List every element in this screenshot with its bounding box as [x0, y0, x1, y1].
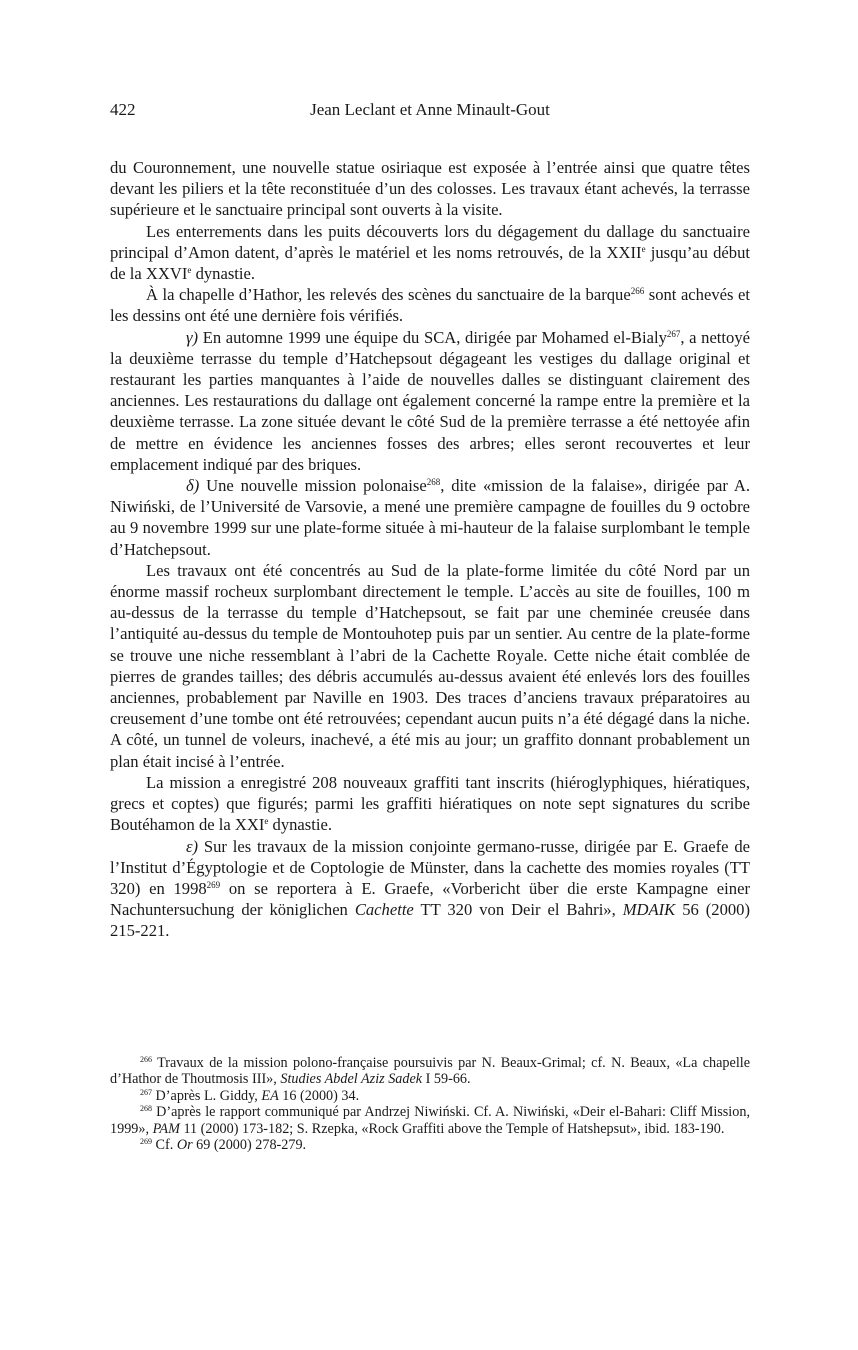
paragraph-3: À la chapelle d’Hathor, les relevés des scènes du sanctuaire de la barque$^{266}$ sont achevés et les dessins ont été une dernière fois vérifiés.	[110, 285, 750, 326]
paragraph-8: ε) Sur les travaux de la mission conjointe germano-russe, dirigée par E. Graefe de l’Institut d’Égyptologie et de Coptologie de Münster, dans la cachette des momies royales (TT 320) en 1998$^{269}$ on se reportera à E. Graefe, «Vorbericht über die erste Kampagne einer Nachuntersuchung der königlichen Cachette TT 320 von Deir el Bahri», MDAIK 56 (2000) 215-221.	[110, 836, 750, 941]
footnote-number: 267	[140, 1087, 152, 1097]
superscript: e	[264, 816, 269, 827]
section-label-epsilon: ε)	[186, 836, 199, 856]
footnote-ref-267: 267	[666, 328, 681, 339]
paragraph-7: La mission a enregistré 208 nouveaux graffiti tant inscrits (hiéroglyphiques, hiératiques, grecs et coptes) que figurés; parmi les graffiti hiératiques on note sept signatures du scribe Boutéhamon de la XXIe dynastie.	[110, 772, 750, 835]
superscript: e	[187, 265, 192, 276]
footnote-269: $^{269}$ Cf. Or 69 (2000) 278-279.	[140, 1137, 307, 1154]
footnote-ref-268: 268	[426, 477, 441, 488]
footnote-267: $^{267}$ D’après L. Giddy, EA 16 (2000) 34.	[140, 1087, 360, 1104]
running-head: Jean Leclant et Anne Minault-Gout	[310, 100, 550, 119]
footnote-ref-266: 266	[630, 286, 645, 297]
paragraph-2: Les enterrements dans les puits découverts lors du dégagement du dallage du sanctuaire principal d’Amon datent, d’après le matériel et les noms retrouvés, de la XXIIe jusqu’au début de la XXVIe dynastie.	[110, 221, 750, 284]
footnote-266: $^{266}$ Travaux de la mission polono-française poursuivis par N. Beaux-Grimal; cf. N. Beaux, «La chapelle d’Hathor de Thoutmosis III», Studies Abdel Aziz Sadek I 59-66.	[110, 1055, 750, 1088]
paragraph-1: du Couronnement, une nouvelle statue osiriaque est exposée à l’entrée ainsi que quatre têtes devant les piliers et la tête reconstituée d’un des colosses. Les travaux étant achevés, la terrasse supérieure et le sanctuaire principal sont ouverts à la visite.	[110, 158, 750, 220]
paragraph-4: γ) En automne 1999 une équipe du SCA, dirigée par Mohamed el-Bialy$^{267}$, a nettoyé la deuxième terrasse du temple d’Hatchepsout dégageant les vestiges du dallage original et restaurant les parties manquantes à l’aide de nouvelles dalles se distinguant clairement des anciennes. Les restaurations du dallage ont également concerné la rampe entre la première et la deuxième terrasse. La zone située devant le côté Sud de la première terrasse a été nettoyée afin de mettre en évidence les anciennes fosses des arbres; elles seront recouvertes et leur emplacement indiqué par des briques.	[110, 327, 750, 474]
footnote-268: $^{268}$ D’après le rapport communiqué par Andrzej Niwiński. Cf. A. Niwiński, «Deir el-Bahari: Cliff Mission, 1999», PAM 11 (2000) 173-182; S. Rzepka, «Rock Graffiti above the Temple of Hatshepsut», ibid. 183-190.	[110, 1104, 750, 1137]
footnotes	[110, 1055, 750, 1153]
paragraph-5: δ) Une nouvelle mission polonaise$^{268}$, dite «mission de la falaise», dirigée par A. Niwiński, de l’Université de Varsovie, a mené une première campagne de fouilles du 9 octobre au 9 novembre 1999 sur une plate-forme située à mi-hauteur de la falaise surplombant le temple d’Hatchepsout.	[110, 476, 750, 559]
footnote-number: 269	[140, 1137, 152, 1147]
paragraph-6: Les travaux ont été concentrés au Sud de la plate-forme limitée du côté Nord par un énorme massif rocheux surplombant directement le temple. L’accès au site de fouilles, 100 m au-dessus de la terrasse du temple d’Hatchepsout, se fait par une cheminée creusée dans l’antiquité au-dessus du temple de Montouhotep puis par un sentier. Au centre de la plate-forme se trouve une niche ressemblant à l’abri de la Cachette Royale. Cette niche était comblée de pierres de grandes tailles; des débris accumulés au-dessus avaient été enlevés lors des fouilles anciennes, probablement par Naville en 1903. Des traces d’anciens travaux préparatoires au creusement d’une tombe ont été retrouvées; cependant aucun puits n’a été dégagé dans la niche. A côté, un tunnel de voleurs, inachevé, a été mis au jour; un graffito donnant probablement un plan était incisé à l’entrée.	[110, 560, 750, 771]
page-header	[110, 100, 750, 128]
footnote-ref-269: 269	[206, 879, 221, 890]
footnote-number: 268	[140, 1104, 152, 1114]
section-label-gamma: γ)	[186, 327, 199, 347]
section-label-delta: δ)	[186, 476, 200, 496]
body-text	[110, 157, 750, 942]
superscript: e	[641, 243, 646, 254]
footnote-number: 266	[140, 1055, 152, 1064]
page-number: 422	[110, 100, 136, 119]
